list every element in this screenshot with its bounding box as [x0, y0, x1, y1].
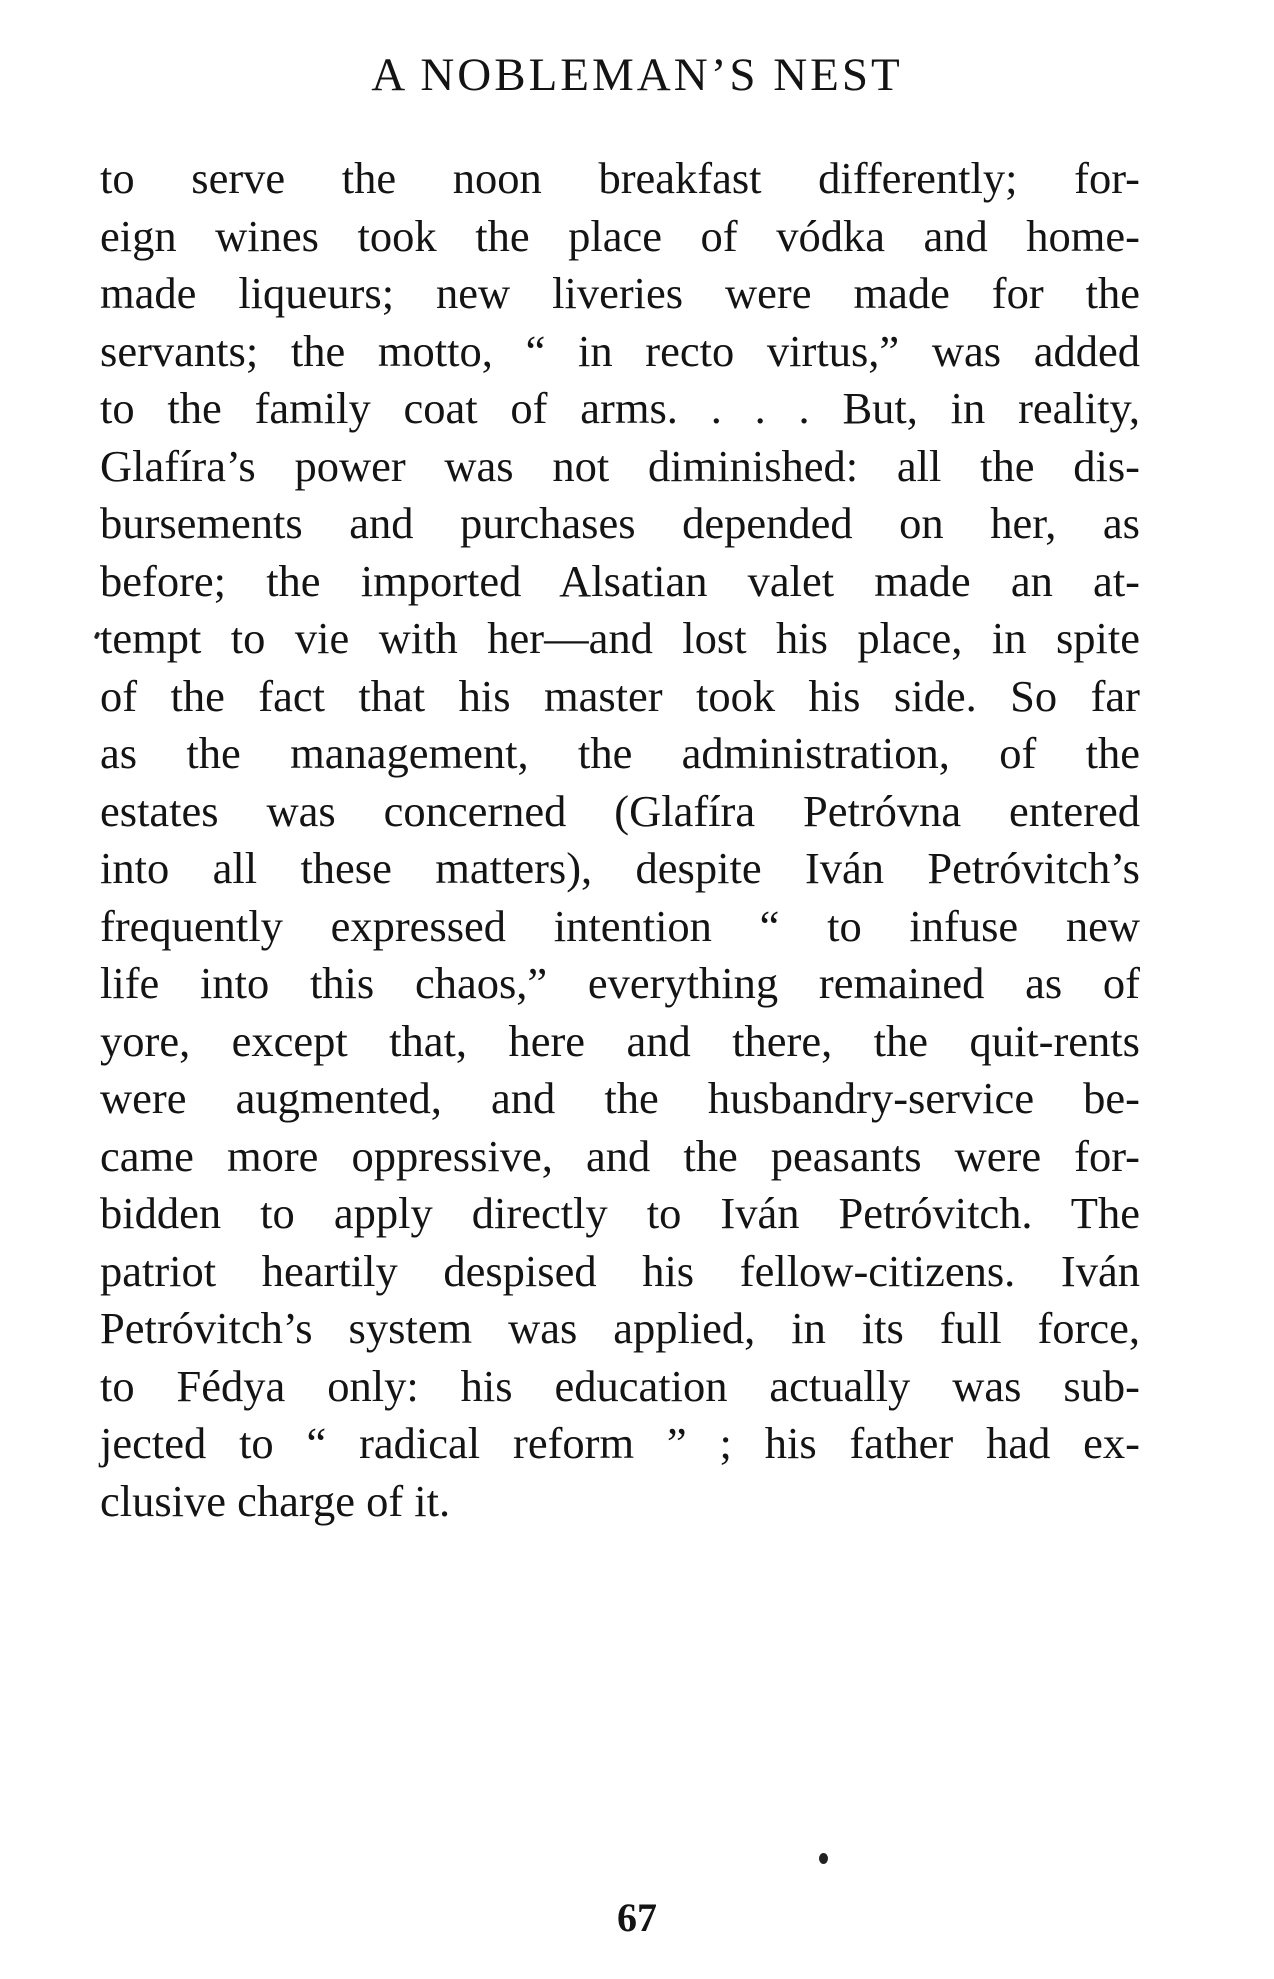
text-line: eign wines took the place of vódka and home-: [100, 210, 1140, 261]
text-line-last: clusive charge of it.: [100, 1475, 451, 1526]
text-line: frequently expressed intention “ to infuse new: [100, 900, 1140, 951]
text-line: patriot heartily despised his fellow-citizens. Iván: [100, 1245, 1140, 1296]
text-line: to serve the noon breakfast differently; for-: [100, 153, 1140, 203]
text-line: life into this chaos,” everything remained as of: [100, 958, 1140, 1008]
text-line: into all these matters), despite Iván Petróvitch’s: [100, 843, 1140, 893]
text-line: were augmented, and the husbandry-service be-: [100, 1073, 1140, 1123]
text-line: before; the imported Alsatian valet made an at-: [100, 555, 1140, 606]
text-line: estates was concerned (Glafíra Petróvna entered: [100, 785, 1140, 836]
text-line: yore, except that, here and there, the quit-rents: [100, 1015, 1140, 1066]
page-number: 67: [617, 1895, 657, 1940]
text-line: Petróvitch’s system was applied, in its full force,: [100, 1303, 1140, 1353]
text-line: bidden to apply directly to Iván Petróvitch. The: [100, 1188, 1140, 1238]
text-line: to Fédya only: his education actually was sub-: [100, 1360, 1140, 1411]
running-head: A NOBLEMAN’S NEST: [371, 49, 903, 101]
text-line: Glafíra’s power was not diminished: all the dis-: [100, 440, 1140, 491]
text-line: of the fact that his master took his side. So far: [100, 670, 1140, 721]
ink-speck: [819, 1853, 828, 1864]
text-line: servants; the motto, “ in recto virtus,” was added: [100, 325, 1140, 376]
text-line: jected to “ radical reform ” ; his father had ex-: [100, 1418, 1140, 1468]
text-line: made liqueurs; new liveries were made for the: [100, 268, 1140, 318]
text-line: came more oppressive, and the peasants were for-: [100, 1130, 1140, 1181]
text-line: to the family coat of arms. . . . But, in reality,: [100, 383, 1140, 433]
text-line: tempt to vie with her—and lost his place, in spite: [100, 613, 1140, 663]
text-line: as the management, the administration, of the: [100, 728, 1140, 778]
text-line: bursements and purchases depended on her, as: [100, 498, 1140, 548]
body-paragraph: [100, 150, 1140, 1530]
